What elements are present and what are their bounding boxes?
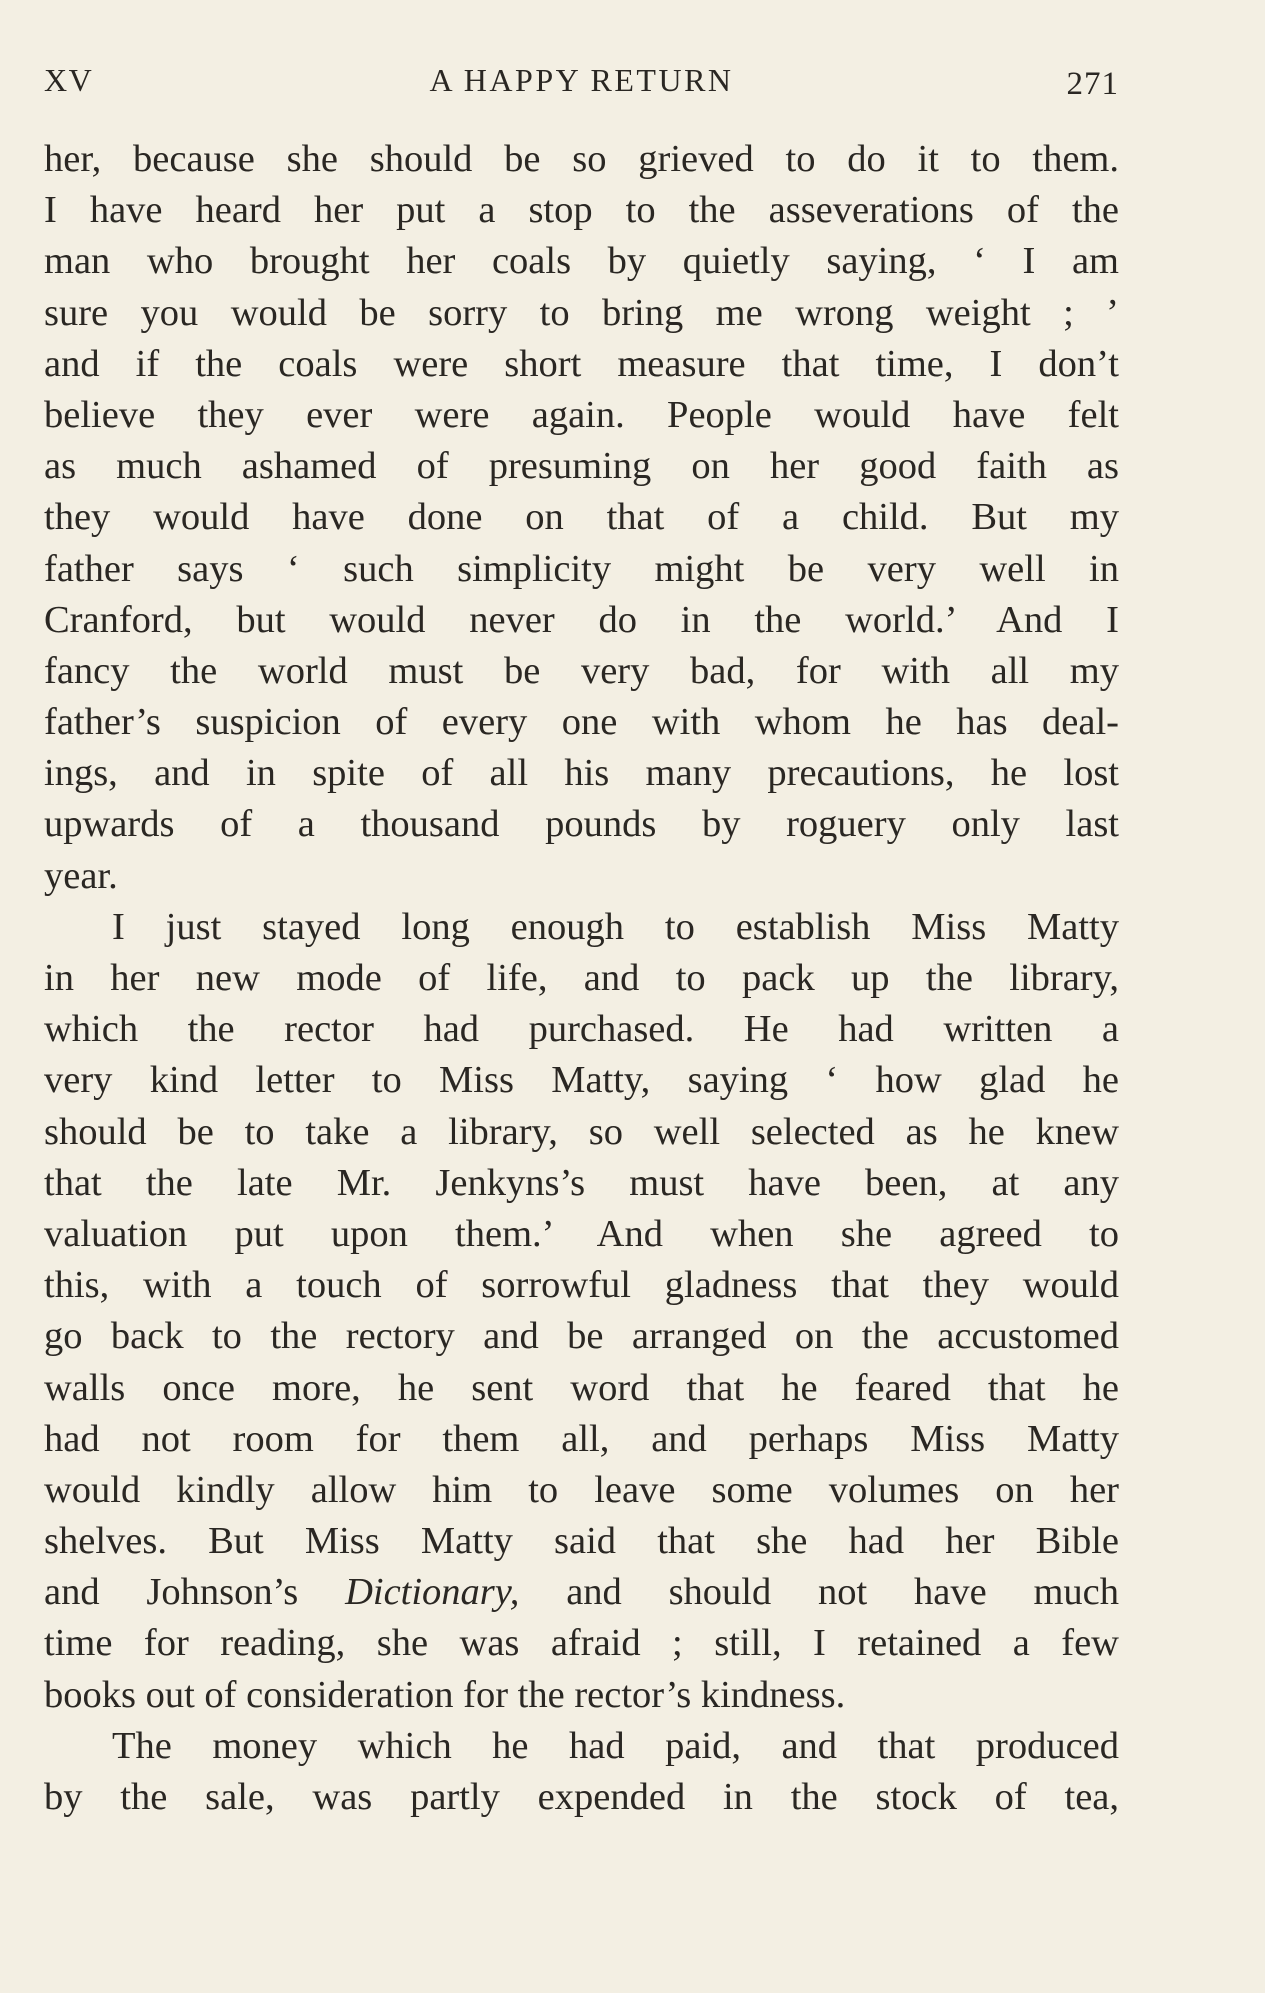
text-line: I just stayed long enough to establish Miss Matty <box>112 905 1119 948</box>
text-line: go back to the rectory and be arranged on the accustomed <box>44 1315 1119 1358</box>
text-line: that the late Mr. Jenkyns’s must have been, at any <box>44 1161 1119 1204</box>
text-line: year. <box>44 854 118 897</box>
text-line: Cranford, but would never do in the world.’ And I <box>44 598 1119 641</box>
chapter-number: XV <box>44 62 94 98</box>
italic-title: Dictionary, <box>345 1571 520 1614</box>
text-line: her, because she should be so grieved to do it to them. <box>44 138 1119 180</box>
text-line: in her new mode of life, and to pack up the library, <box>44 957 1119 999</box>
text-line: upwards of a thousand pounds by roguery only last <box>44 803 1119 846</box>
text-line: man who brought her coals by quietly saying, ‘ I am <box>44 240 1119 283</box>
text-line: should be to take a library, so well selected as he knew <box>44 1110 1119 1153</box>
page-number: 271 <box>1066 66 1119 102</box>
text-line: this, with a touch of sorrowful gladness that they would <box>44 1264 1119 1307</box>
text-line-with-italic <box>44 1567 1119 1618</box>
text-line: walls once more, he sent word that he feared that he <box>44 1366 1119 1409</box>
text-line: ings, and in spite of all his many precautions, he lost <box>44 752 1119 795</box>
text-line: I have heard her put a stop to the asseverations of the <box>44 189 1119 232</box>
text-line: and if the coals were short measure that time, I don’t <box>44 342 1119 385</box>
body-text <box>44 134 1119 1823</box>
text-line: as much ashamed of presuming on her good faith as <box>44 445 1119 488</box>
text-line: by the sale, was partly expended in the stock of tea, <box>44 1776 1119 1818</box>
text-segment: and Johnson’s <box>44 1571 299 1614</box>
text-line: believe they ever were again. People would have felt <box>44 393 1119 436</box>
text-line: father’s suspicion of every one with whom he has deal- <box>44 701 1119 744</box>
running-head <box>44 62 1119 106</box>
text-line: time for reading, she was afraid ; still, I retained a few <box>44 1622 1119 1665</box>
text-line: The money which he had paid, and that produced <box>112 1724 1119 1767</box>
text-line: had not room for them all, and perhaps Miss Matty <box>44 1417 1119 1460</box>
text-line: father says ‘ such simplicity might be very well in <box>44 547 1119 590</box>
text-line: valuation put upon them.’ And when she agreed to <box>44 1212 1119 1255</box>
text-segment: and should not have much <box>566 1571 1120 1614</box>
text-line: shelves. But Miss Matty said that she had her Bible <box>44 1520 1119 1563</box>
text-line: fancy the world must be very bad, for with all my <box>44 649 1119 692</box>
text-line: books out of consideration for the rector’s kindness. <box>44 1673 846 1716</box>
text-line: sure you would be sorry to bring me wrong weight ; ’ <box>44 291 1119 334</box>
running-title: A HAPPY RETURN <box>429 62 734 98</box>
text-line: which the rector had purchased. He had written a <box>44 1008 1119 1051</box>
text-line: very kind letter to Miss Matty, saying ‘ how glad he <box>44 1059 1119 1102</box>
text-line: they would have done on that of a child. But my <box>44 496 1119 539</box>
text-line: would kindly allow him to leave some volumes on her <box>44 1468 1119 1511</box>
